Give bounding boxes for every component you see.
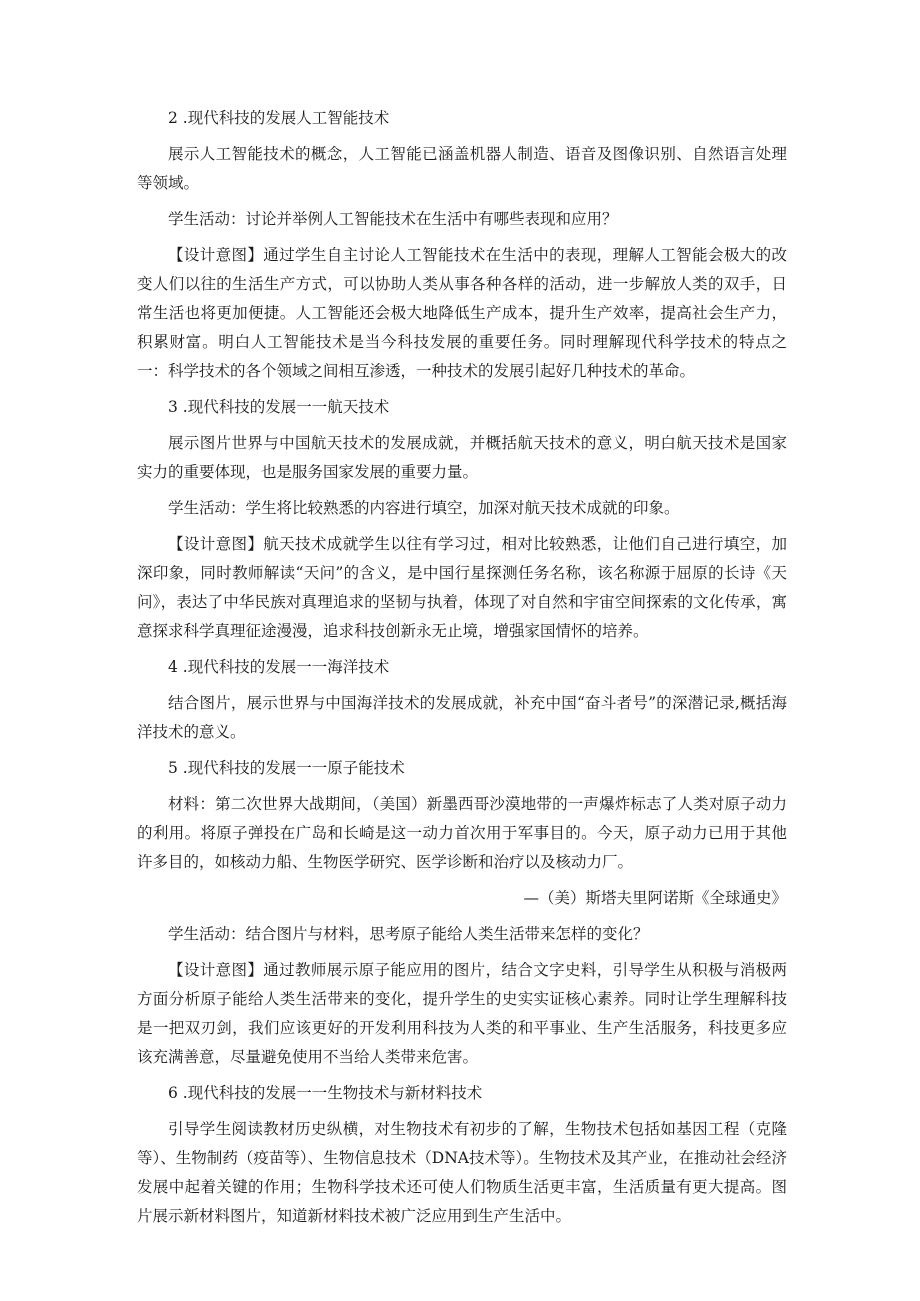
section-heading: 3 .现代科技的发展一一航天技术 [168,398,390,416]
material-quote: 材料：第二次世界大战期间，（美国）新墨西哥沙漠地带的一声爆炸标志了人类对原子动力的利用。将原子弹投在广岛和长崎是这一动力首次用于军事目的。今天，原子动力已用于其他许多目的，如核动力船、生物医学研究、医学诊断和治疗以及核动力厂。 [137,795,787,871]
citation: —（美）斯塔夫里阿诺斯《全球通史》 [523,889,787,907]
student-activity: 学生活动：结合图片与材料，思考原子能给人类生活带来怎样的变化？ [168,925,649,943]
section-heading: 6 .现代科技的发展一一生物技术与新材料技术 [168,1084,483,1102]
paragraph: 引导学生阅读教材历史纵横，对生物技术有初步的了解，生物技术包括如基因工程（克隆等）、生物制药（疫苗等）、生物信息技术（DNA技术等）。生物技术及其产业，在推动社会经济发展中起着关键的作用；生物科学技术还可使人们物质生活更丰富，生活质量有更大提高。图片展示新材料图片，知道新材料技术被广泛应用到生产生活中。 [137,1120,787,1225]
design-intent: 【设计意图】通过学生自主讨论人工智能技术在生活中的表现，理解人工智能会极大的改变人们以往的生活生产方式，可以协助人类从事各种各样的活动，进一步解放人类的双手，日常生活也将更加便捷。人工智能还会极大地降低生产成本，提升生产效率，提高社会生产力，积累财富。明白人工智能技术是当今科技发展的重要任务。同时理解现代科学技术的特点之一：科学技术的各个领域之间相互渗透，一种技术的发展引起好几种技术的革命。 [137,246,787,380]
design-intent: 【设计意图】通过教师展示原子能应用的图片，结合文字史料，引导学生从积极与消极两方面分析原子能给人类生活带来的变化，提升学生的史实实证核心素养。同时让学生理解科技是一把双刃剑，我们应该更好的开发利用科技为人类的和平事业、生产生活服务，科技更多应该充满善意，尽量避免使用不当给人类带来危害。 [137,961,787,1066]
paragraph: 结合图片，展示世界与中国海洋技术的发展成就，补充中国“奋斗者号”的深潜记录,概括海洋技术的意义。 [137,694,787,741]
section-heading: 2 .现代科技的发展人工智能技术 [168,109,390,127]
section-heading: 4 .现代科技的发展一一海洋技术 [168,658,390,676]
section-heading: 5 .现代科技的发展一一原子能技术 [168,759,405,777]
student-activity: 学生活动：学生将比较熟悉的内容进行填空，加深对航天技术成就的印象。 [168,499,680,517]
paragraph: 展示人工智能技术的概念，人工智能已涵盖机器人制造、语音及图像识别、自然语言处理等领域。 [137,145,787,192]
design-intent: 【设计意图】航天技术成就学生以往有学习过，相对比较熟悉，让他们自己进行填空，加深印象，同时教师解读“天问”的含义，是中国行星探测任务名称，该名称源于屈原的长诗《天问》，表达了中华民族对真理追求的坚韧与执着，体现了对自然和宇宙空间探索的文化传承，寓意探求科学真理征途漫漫，追求科技创新永无止境，增强家国情怀的培养。 [137,535,787,640]
document-body [137,104,787,1238]
student-activity: 学生活动：讨论并举例人工智能技术在生活中有哪些表现和应用？ [168,210,618,228]
paragraph: 展示图片世界与中国航天技术的发展成就，并概括航天技术的意义，明白航天技术是国家实力的重要体现，也是服务国家发展的重要力量。 [137,434,787,481]
